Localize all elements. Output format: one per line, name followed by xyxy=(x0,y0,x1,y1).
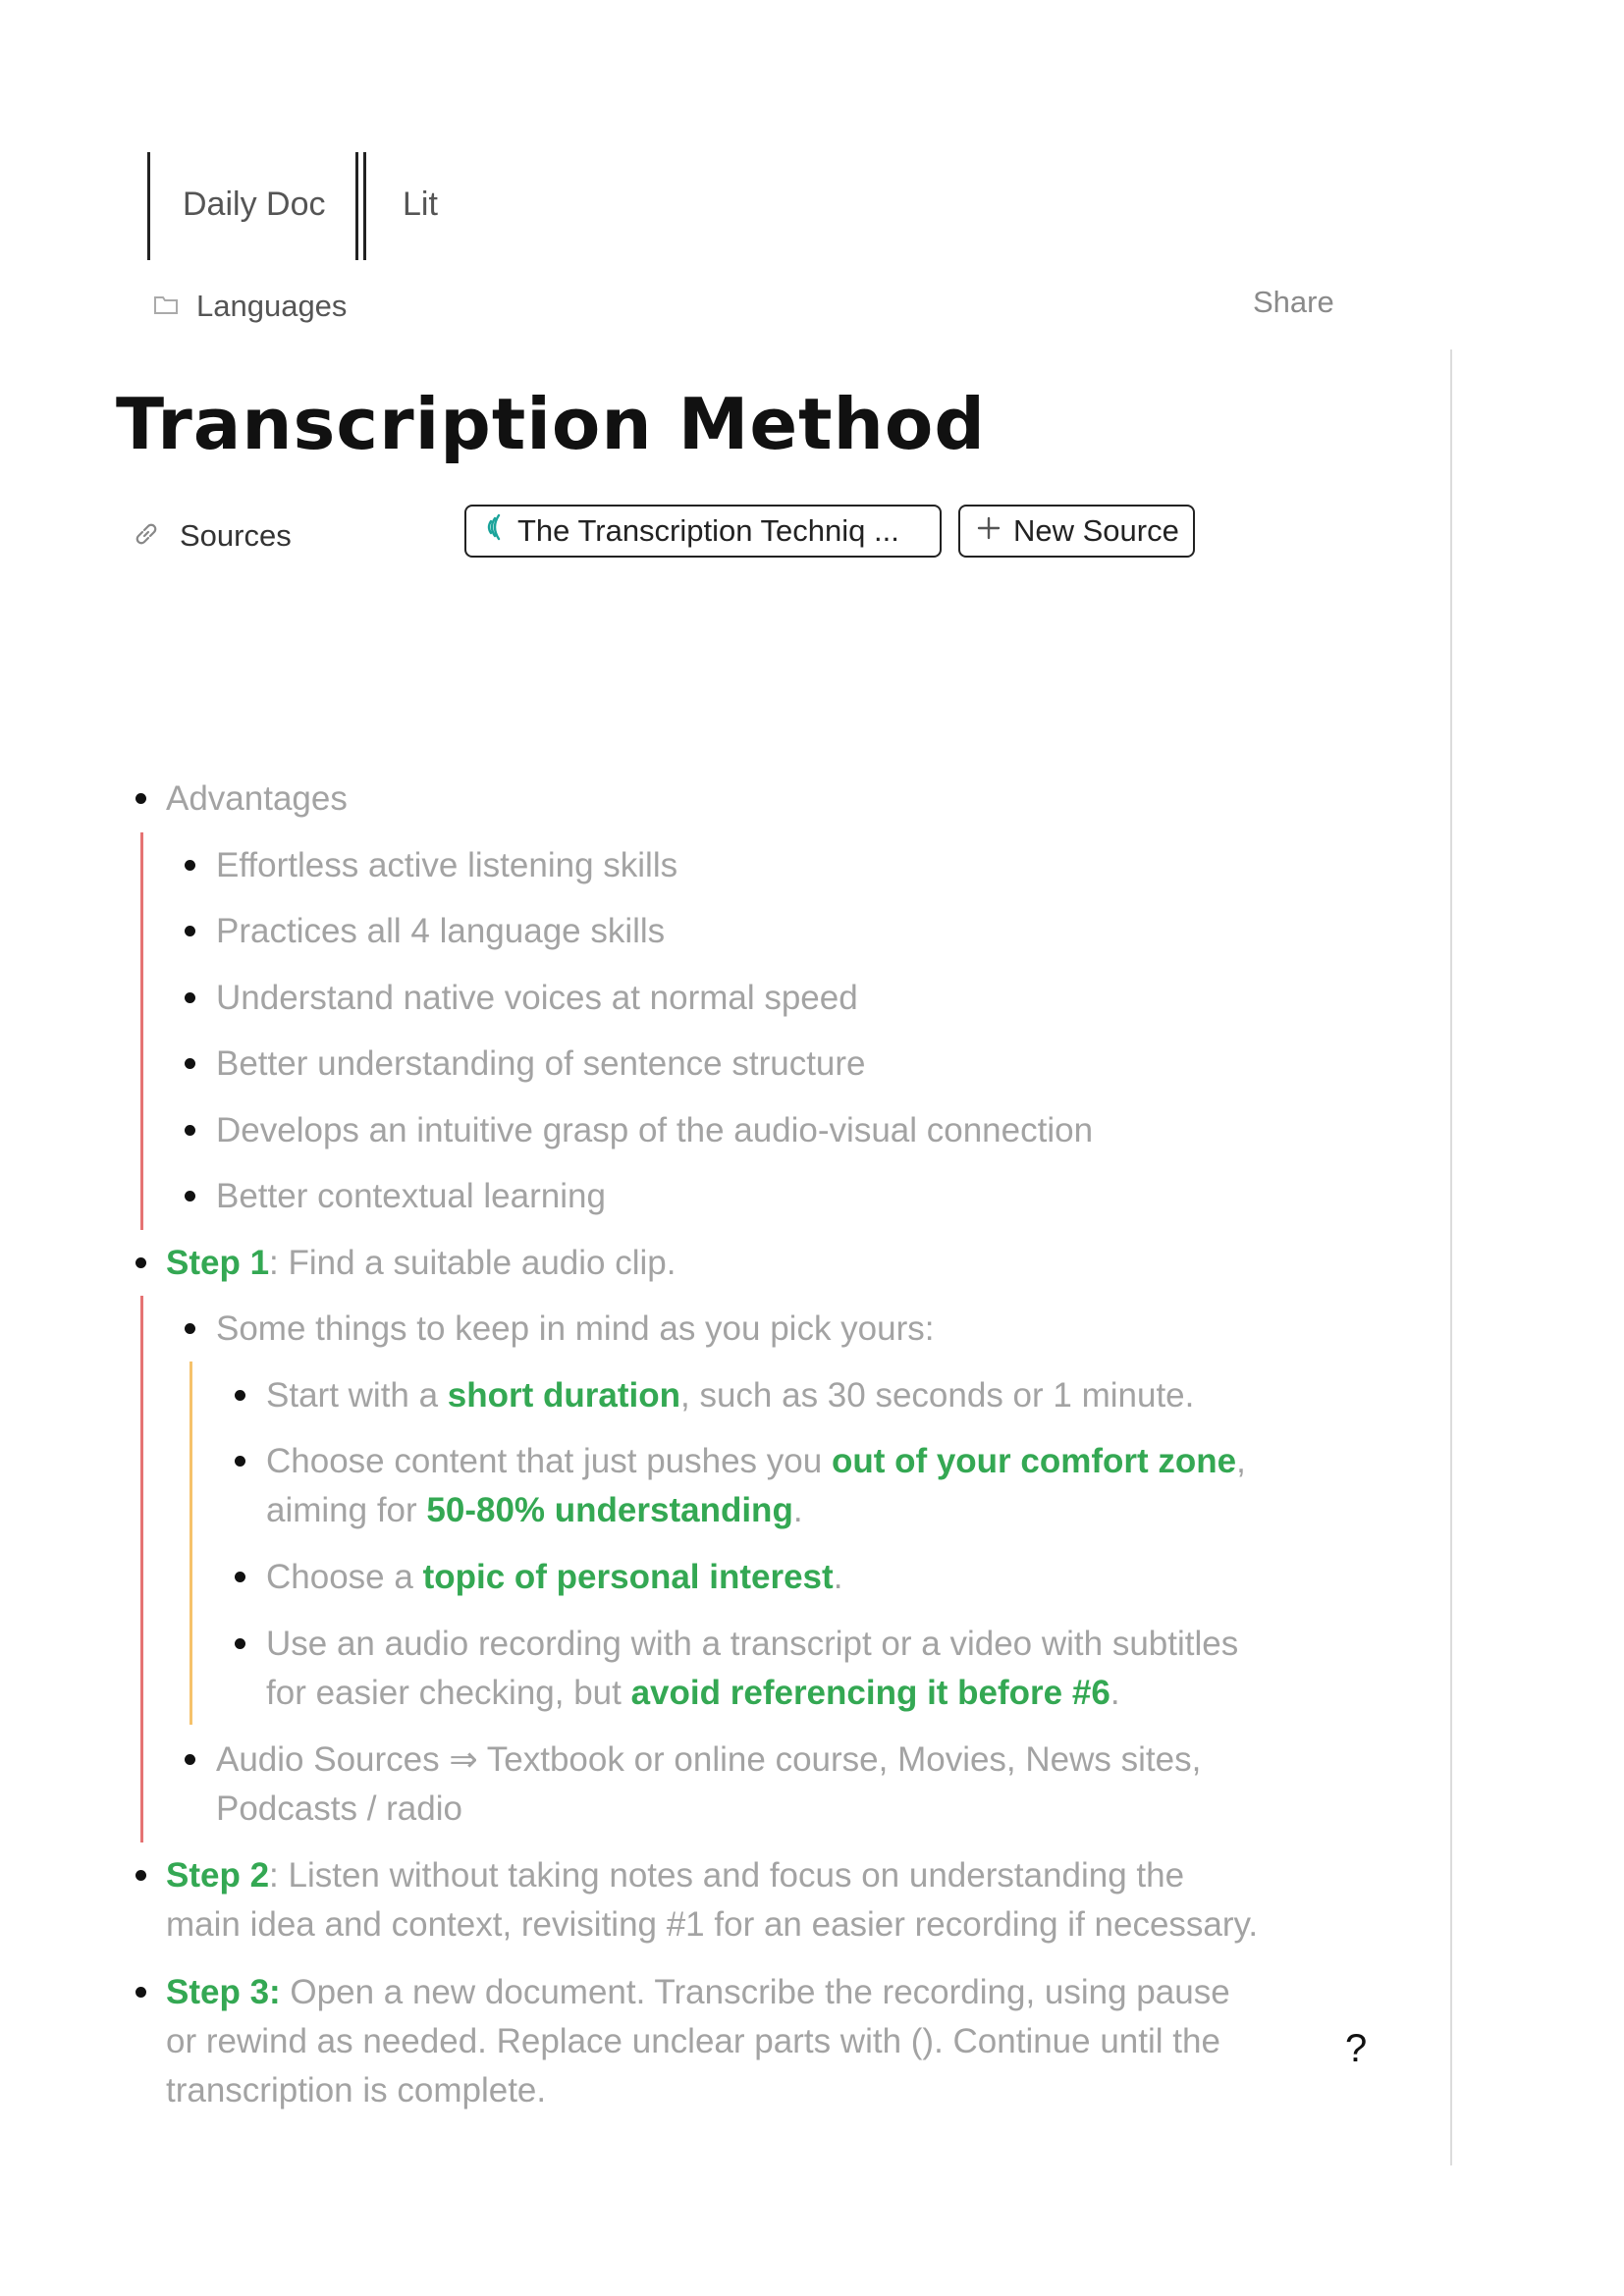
tip-highlight: topic of personal interest xyxy=(422,1558,834,1596)
tab-separator xyxy=(147,152,150,260)
tip-highlight: 50-80% understanding xyxy=(426,1491,793,1529)
list-item-tip-continued[interactable] xyxy=(266,1486,803,1535)
list-item-audio-sources[interactable]: Audio Sources ⇒ Textbook or online course, Movies, News sites, xyxy=(216,1740,1202,1779)
list-item-tip[interactable] xyxy=(266,1553,842,1602)
step2-text: : Listen without taking notes and focus on understanding the xyxy=(269,1856,1185,1895)
list-item-step2-continued[interactable]: main idea and context, revisiting #1 for an easier recording if necessary. xyxy=(166,1905,1259,1944)
tip-text: , xyxy=(1236,1442,1246,1480)
audio-wave-icon xyxy=(482,512,506,550)
bullet xyxy=(185,1125,195,1136)
page-title[interactable]: Transcription Method xyxy=(116,383,986,465)
step1-guide-line xyxy=(140,1296,143,1842)
tip-text: , such as 30 seconds or 1 minute. xyxy=(680,1376,1195,1415)
source-chip-label: The Transcription Techniq ... xyxy=(517,513,899,548)
bullet xyxy=(135,793,146,804)
list-item-tip[interactable]: Use an audio recording with a transcript or a video with subtitles xyxy=(266,1625,1239,1663)
list-item-step2[interactable] xyxy=(166,1851,1184,1900)
sources-property xyxy=(133,512,292,560)
list-item[interactable]: Some things to keep in mind as you pick yours: xyxy=(216,1309,935,1348)
tip-text: for easier checking, but xyxy=(266,1674,631,1712)
bullet xyxy=(135,1257,146,1268)
panel-divider xyxy=(1450,349,1452,2165)
bullet xyxy=(185,1191,195,1201)
list-item-tip-continued[interactable] xyxy=(266,1669,1120,1718)
advantages-guide-line xyxy=(140,832,143,1230)
bullet xyxy=(185,992,195,1003)
list-item-tip[interactable] xyxy=(266,1371,1194,1420)
tip-text: . xyxy=(1110,1674,1120,1712)
tip-text: Choose a xyxy=(266,1558,423,1596)
list-item[interactable]: Develops an intuitive grasp of the audio-visual connection xyxy=(216,1111,1094,1149)
list-item[interactable]: Better understanding of sentence structure xyxy=(216,1044,866,1083)
share-button[interactable]: Share xyxy=(1253,285,1334,319)
new-source-button[interactable] xyxy=(958,505,1195,558)
tip-text: aiming for xyxy=(266,1491,427,1529)
bullet xyxy=(235,1638,245,1649)
tab-separator xyxy=(355,152,358,260)
tip-highlight: short duration xyxy=(447,1376,681,1415)
tip-text: Choose content that just pushes you xyxy=(266,1442,832,1480)
list-item[interactable]: Better contextual learning xyxy=(216,1177,606,1215)
sources-label: Sources xyxy=(180,518,292,553)
folder-icon xyxy=(153,294,179,320)
list-item[interactable]: Effortless active listening skills xyxy=(216,846,678,884)
bullet xyxy=(185,1754,195,1765)
tab-separator xyxy=(363,152,366,260)
bullet xyxy=(135,1870,146,1881)
bullet xyxy=(235,1390,245,1401)
bullet xyxy=(185,1323,195,1334)
tab-daily-doc[interactable]: Daily Doc xyxy=(183,186,326,223)
tip-highlight: avoid referencing it before #6 xyxy=(630,1674,1110,1712)
breadcrumb-label: Languages xyxy=(196,289,348,323)
tip-text: . xyxy=(833,1558,843,1596)
step1-text: : Find a suitable audio clip. xyxy=(269,1244,677,1282)
link-icon xyxy=(133,520,160,553)
plus-icon xyxy=(976,513,1001,549)
breadcrumb[interactable] xyxy=(153,285,347,328)
list-item-step3-continued[interactable]: transcription is complete. xyxy=(166,2071,547,2109)
source-chip[interactable] xyxy=(464,505,942,558)
step3-text: Open a new document. Transcribe the recording, using pause xyxy=(280,1973,1230,2011)
tips-guide-line xyxy=(189,1362,192,1725)
bullet xyxy=(235,1456,245,1467)
step3-label: Step 3: xyxy=(166,1973,281,2011)
list-item-step3-continued[interactable]: or rewind as needed. Replace unclear parts with (). Continue until the xyxy=(166,2022,1220,2060)
list-item-tip[interactable] xyxy=(266,1437,1246,1486)
list-item[interactable]: Understand native voices at normal speed xyxy=(216,979,858,1017)
bullet xyxy=(185,860,195,871)
list-item-step3[interactable] xyxy=(166,1968,1230,2017)
list-item-advantages[interactable]: Advantages xyxy=(166,779,348,818)
help-button[interactable]: ? xyxy=(1345,2027,1368,2070)
tip-text: . xyxy=(792,1491,803,1529)
list-item-step1[interactable] xyxy=(166,1239,676,1288)
step2-label: Step 2 xyxy=(166,1856,270,1895)
bullet xyxy=(185,926,195,936)
list-item[interactable]: Practices all 4 language skills xyxy=(216,912,666,950)
step1-label: Step 1 xyxy=(166,1244,270,1282)
list-item-audio-sources-continued[interactable]: Podcasts / radio xyxy=(216,1789,462,1828)
bullet xyxy=(235,1572,245,1582)
tip-text: Start with a xyxy=(266,1376,448,1415)
tab-lit[interactable]: Lit xyxy=(403,186,438,223)
bullet xyxy=(185,1058,195,1069)
tip-highlight: out of your comfort zone xyxy=(831,1442,1237,1480)
bullet xyxy=(135,1987,146,1998)
new-source-label: New Source xyxy=(1013,513,1179,548)
